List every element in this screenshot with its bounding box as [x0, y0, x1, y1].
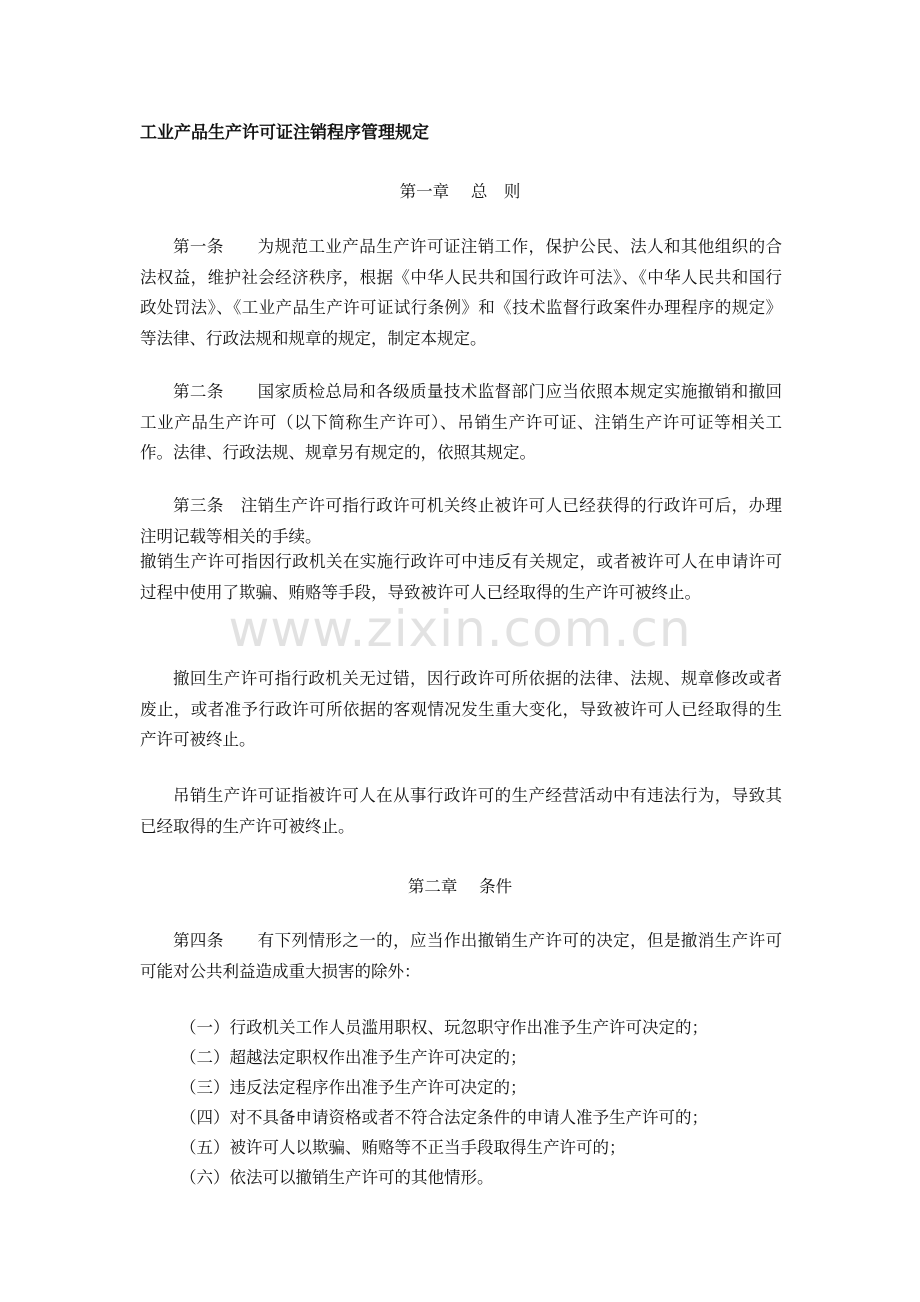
article-1	[140, 232, 782, 354]
article-2	[140, 377, 782, 469]
list-item: （四）对不具备申请资格或者不符合法定条件的申请人准予生产许可的；	[180, 1108, 708, 1127]
article-4-text: 有下列情形之一的，应当作出撤销生产许可的决定，但是撤消生产许可可能对公共利益造成重大损害的除外：	[140, 931, 783, 981]
list-item: （三）违反法定程序作出准予生产许可决定的；	[180, 1078, 527, 1097]
list-item: （六）依法可以撤销生产许可的其他情形。	[180, 1168, 494, 1187]
article-4-list	[180, 1013, 800, 1193]
list-item: （一）行政机关工作人员滥用职权、玩忽职守作出准予生产许可决定的；	[180, 1018, 708, 1037]
list-item: （二）超越法定职权作出准予生产许可决定的；	[180, 1048, 527, 1067]
article-3-revoke-definition: 撤销生产许可指因行政机关在实施行政许可中违反有关规定，或者被许可人在申请许可过程中使用了欺骗、贿赂等手段，导致被许可人已经取得的生产许可被终止。	[140, 552, 782, 602]
article-2-text: 国家质检总局和各级质量技术监督部门应当依照本规定实施撤销和撤回工业产品生产许可（以下简称生产许可）、吊销生产许可证、注销生产许可证等相关工作。法律、行政法规、规章另有规定的，依照其规定。	[140, 382, 783, 462]
document-title: 工业产品生产许可证注销程序管理规定	[140, 123, 429, 143]
article-1-text: 为规范工业产品生产许可证注销工作，保护公民、法人和其他组织的合法权益，维护社会经济秩序，根据《中华人民共和国行政许可法》、《中华人民共和国行政处罚法》、《工业产品生产许可证试行条例》和《技术监督行政案件办理程序的规定》等法律、行政法规和规章的规定，制定本规定。	[140, 237, 783, 348]
article-3-cancel-definition: 吊销生产许可证指被许可人在从事行政许可的生产经营活动中有违法行为，导致其已经取得的生产许可被终止。	[140, 786, 782, 836]
article-4	[140, 926, 782, 987]
list-item: （五）被许可人以欺骗、贿赂等不正当手段取得生产许可的；	[180, 1138, 626, 1157]
chapter-1-heading: 第一章 总 则	[399, 182, 521, 201]
chapter-2-heading: 第二章 条件	[407, 877, 513, 896]
article-3-text: 注销生产许可指行政许可机关终止被许可人已经获得的行政许可后，办理注明记载等相关的手续。	[140, 496, 783, 546]
article-3-label: 第三条	[173, 496, 241, 515]
article-1-label: 第一条	[173, 237, 258, 256]
article-3	[140, 491, 782, 552]
article-2-label: 第二条	[173, 382, 258, 401]
watermark: www.zixin.com.cn	[228, 600, 692, 658]
article-3-withdraw-definition: 撤回生产许可指行政机关无过错，因行政许可所依据的法律、法规、规章修改或者废止，或者准予行政许可所依据的客观情况发生重大变化，导致被许可人已经取得的生产许可被终止。	[140, 669, 782, 749]
article-4-label: 第四条	[173, 931, 258, 950]
